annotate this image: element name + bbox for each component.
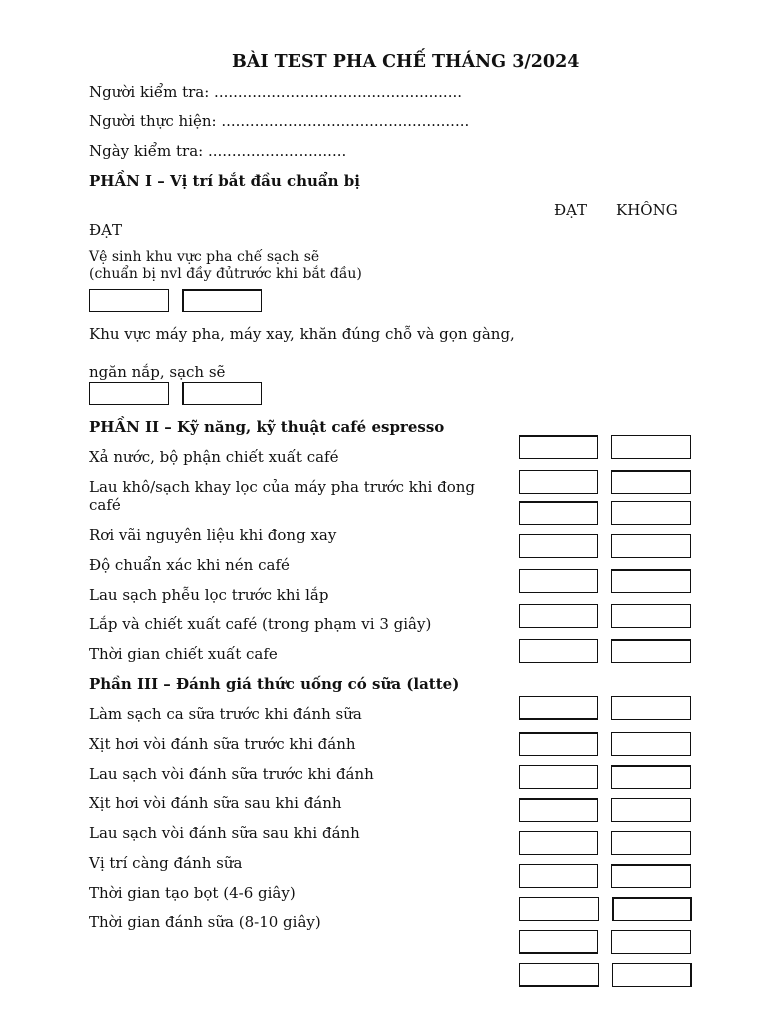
- part3-row3-fail-checkbox[interactable]: [611, 765, 691, 789]
- part2-row2-pass-checkbox[interactable]: [519, 470, 598, 494]
- part1-item2-line1: Khu vực máy pha, máy xay, khăn đúng chỗ và gọn gàng,: [89, 325, 515, 343]
- part2-row4-fail-checkbox[interactable]: [611, 534, 691, 558]
- part2-row5-fail-checkbox[interactable]: [611, 569, 691, 593]
- part3-item: Thời gian tạo bọt (4-6 giây): [89, 884, 296, 902]
- part3-row1-fail-checkbox[interactable]: [611, 696, 691, 720]
- inspector-field: Người kiểm tra: ....................................................: [89, 83, 462, 101]
- part3-row6-fail-checkbox[interactable]: [611, 864, 691, 888]
- part2-item: Lau sạch phễu lọc trước khi lắp: [89, 586, 329, 604]
- part3-row8-fail-checkbox[interactable]: [611, 930, 691, 954]
- part2-row3-fail-checkbox[interactable]: [611, 501, 691, 525]
- part1-item2-fail-checkbox[interactable]: [182, 382, 262, 405]
- part2-row3-pass-checkbox[interactable]: [519, 501, 598, 525]
- part1-item1-fail-checkbox[interactable]: [182, 289, 262, 312]
- part2-item: Lau khô/sạch khay lọc của máy pha trước khi đong: [89, 478, 475, 496]
- part3-row2-pass-checkbox[interactable]: [519, 732, 598, 756]
- part1-item2-pass-checkbox[interactable]: [89, 382, 169, 405]
- part3-row1-pass-checkbox[interactable]: [519, 696, 598, 720]
- date-field: Ngày kiểm tra: .............................: [89, 142, 347, 160]
- part3-row9-pass-checkbox[interactable]: [519, 963, 599, 987]
- part2-item: Thời gian chiết xuất cafe: [89, 645, 278, 663]
- part3-row7-fail-checkbox[interactable]: [612, 897, 692, 921]
- column-pass-label: ĐẠT: [554, 201, 587, 219]
- part3-item: Vị trí càng đánh sữa: [89, 854, 243, 872]
- part2-item: Rơi vãi nguyên liệu khi đong xay: [89, 526, 337, 544]
- part3-row5-pass-checkbox[interactable]: [519, 831, 598, 855]
- part3-item: Lau sạch vòi đánh sữa sau khi đánh: [89, 824, 360, 842]
- part3-item: Lau sạch vòi đánh sữa trước khi đánh: [89, 765, 374, 783]
- part2-heading: PHẦN II – Kỹ năng, kỹ thuật café espresso: [89, 418, 445, 436]
- part2-row6-fail-checkbox[interactable]: [611, 604, 691, 628]
- part1-item1-pass-checkbox[interactable]: [89, 289, 169, 312]
- part1-item2-line2: ngăn nắp, sạch sẽ: [89, 363, 226, 381]
- part2-item: Độ chuẩn xác khi nén café: [89, 556, 290, 574]
- part2-row7-fail-checkbox[interactable]: [611, 639, 691, 663]
- part3-row2-fail-checkbox[interactable]: [611, 732, 691, 756]
- column-fail-label: KHÔNG: [616, 201, 678, 219]
- part3-row9-fail-checkbox[interactable]: [612, 963, 692, 987]
- part3-row8-pass-checkbox[interactable]: [519, 930, 598, 954]
- part2-row2-fail-checkbox[interactable]: [611, 470, 691, 494]
- part1-heading: PHẦN I – Vị trí bắt đầu chuẩn bị: [89, 172, 360, 190]
- part3-item: Xịt hơi vòi đánh sữa sau khi đánh: [89, 794, 342, 812]
- part3-row4-pass-checkbox[interactable]: [519, 798, 598, 822]
- part2-row5-pass-checkbox[interactable]: [519, 569, 598, 593]
- part1-item1-line2: (chuẩn bị nvl đầy đủtrước khi bắt đầu): [89, 266, 362, 282]
- part3-row4-fail-checkbox[interactable]: [611, 798, 691, 822]
- part3-item: Làm sạch ca sữa trước khi đánh sữa: [89, 705, 362, 723]
- part2-row7-pass-checkbox[interactable]: [519, 639, 598, 663]
- part2-row1-pass-checkbox[interactable]: [519, 435, 598, 459]
- page-title: BÀI TEST PHA CHẾ THÁNG 3/2024: [232, 52, 580, 72]
- part3-row6-pass-checkbox[interactable]: [519, 864, 598, 888]
- part2-item: Xả nước, bộ phận chiết xuất café: [89, 448, 339, 466]
- part3-item: Thời gian đánh sữa (8-10 giây): [89, 913, 321, 931]
- column-fail-label-wrap: ĐẠT: [89, 221, 122, 239]
- part3-item: Xịt hơi vòi đánh sữa trước khi đánh: [89, 735, 356, 753]
- part3-row3-pass-checkbox[interactable]: [519, 765, 598, 789]
- part2-row4-pass-checkbox[interactable]: [519, 534, 598, 558]
- part3-row7-pass-checkbox[interactable]: [519, 897, 599, 921]
- part2-item: Lắp và chiết xuất café (trong phạm vi 3 giây): [89, 615, 432, 633]
- part2-row6-pass-checkbox[interactable]: [519, 604, 598, 628]
- part2-row1-fail-checkbox[interactable]: [611, 435, 691, 459]
- part3-row5-fail-checkbox[interactable]: [611, 831, 691, 855]
- part3-heading: Phần III – Đánh giá thức uống có sữa (latte): [89, 675, 460, 693]
- part2-item-continued: café: [89, 496, 121, 514]
- performer-field: Người thực hiện: ....................................................: [89, 112, 470, 130]
- part1-item1-line1: Vệ sinh khu vực pha chế sạch sẽ: [89, 249, 320, 265]
